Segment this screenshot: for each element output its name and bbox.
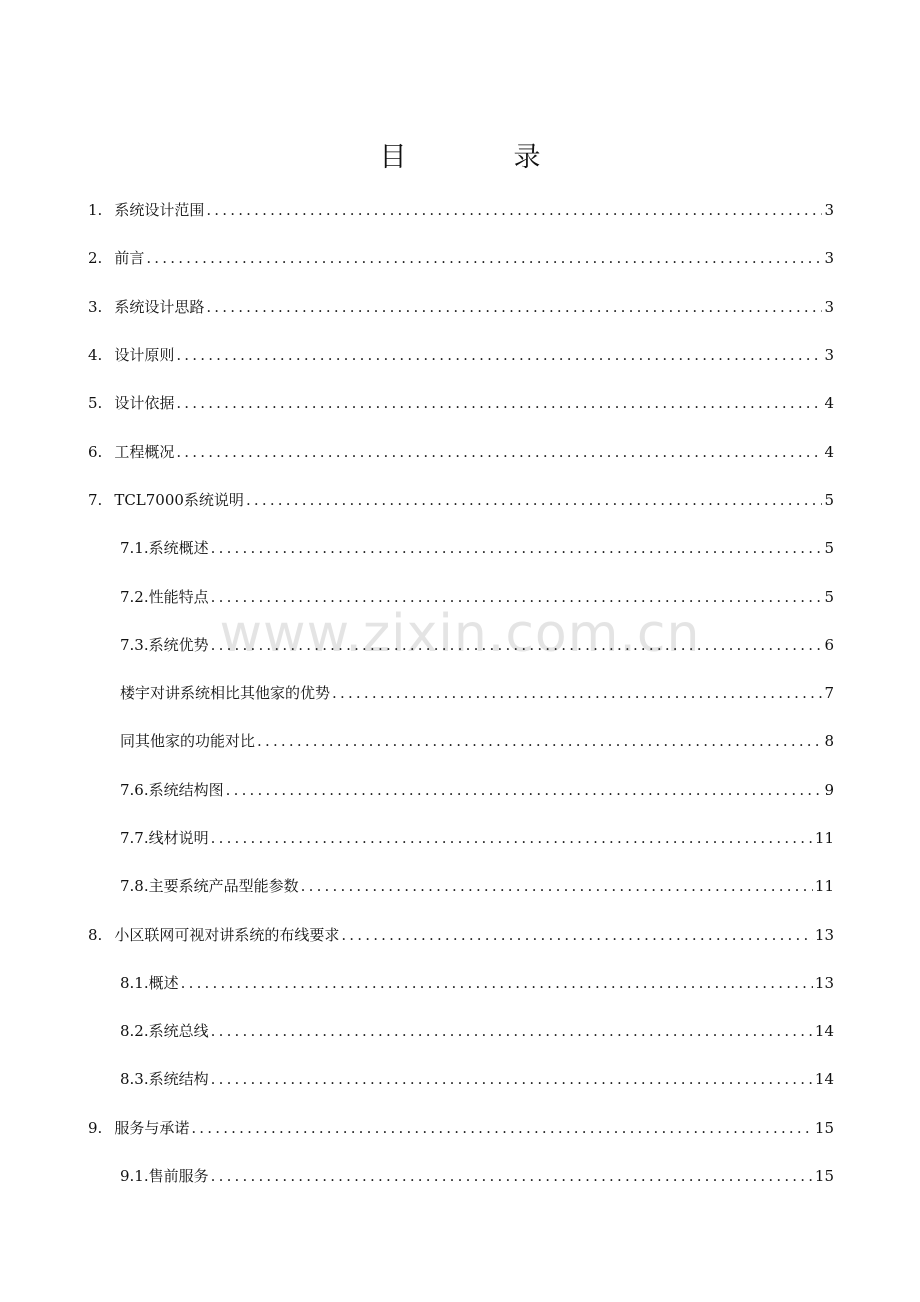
toc-entry-page-number: 5 <box>824 587 834 606</box>
toc-entry-page-number: 4 <box>824 442 834 461</box>
toc-entry-line <box>120 876 834 896</box>
toc-entry-number: 7.1. <box>120 539 149 558</box>
toc-dot-leader <box>176 393 822 413</box>
toc-entry-label: TCL7000系统说明 <box>114 490 244 509</box>
toc-entry-page-number: 15 <box>814 1118 834 1137</box>
toc-entry-line <box>120 683 834 703</box>
toc-entry-page-number: 3 <box>824 297 834 316</box>
toc-entry[interactable] <box>0 862 920 910</box>
toc-entry-number: 7.6. <box>120 780 149 799</box>
toc-entry-label: 系统结构图 <box>148 780 224 799</box>
toc-entry-number: 7. <box>88 490 103 509</box>
toc-entry-page-number: 14 <box>814 1070 834 1089</box>
toc-entry-number: 7.7. <box>120 829 149 847</box>
toc-entry-page-number: 5 <box>824 490 834 509</box>
toc-dot-leader <box>301 876 813 896</box>
toc-entry-line <box>88 1118 834 1138</box>
toc-entry-label: 设计原则 <box>114 346 175 365</box>
toc-dot-leader <box>176 345 822 365</box>
toc-entry[interactable] <box>0 669 920 717</box>
toc-entry-label: 设计依据 <box>114 394 175 413</box>
toc-entry-label: 系统优势 <box>148 635 209 654</box>
toc-entry-label: 售前服务 <box>148 1167 209 1186</box>
toc-entry-page-number: 3 <box>824 346 834 365</box>
toc-entry-line <box>120 1021 834 1041</box>
toc-entry-page-number: 9 <box>824 780 834 799</box>
toc-entry-line <box>120 731 834 751</box>
toc-entry-label: 服务与承诺 <box>114 1118 190 1137</box>
toc-dot-leader <box>146 248 822 268</box>
toc-entry-page-number: 11 <box>814 877 834 896</box>
toc-entry-page-number: 3 <box>824 201 834 220</box>
toc-entry-number: 7.2. <box>120 587 149 606</box>
toc-entry[interactable] <box>0 1055 920 1103</box>
toc-entry-line <box>88 490 834 510</box>
toc-entry-label: 系统设计范围 <box>114 201 205 220</box>
toc-entry[interactable] <box>0 476 920 524</box>
toc-entry-label: 小区联网可视对讲系统的布线要求 <box>114 925 340 944</box>
toc-entry-label: 线材说明 <box>148 829 209 847</box>
toc-entry-page-number: 5 <box>824 539 834 558</box>
toc-entry-line <box>88 925 834 945</box>
toc-entry-number: 9.1. <box>120 1167 149 1186</box>
toc-entry-line <box>88 393 834 413</box>
toc-entry[interactable] <box>0 621 920 669</box>
toc-entry-line <box>88 297 834 317</box>
toc-entry-line <box>120 780 834 800</box>
toc-entry-page-number: 15 <box>814 1167 834 1186</box>
toc-entry-page-number: 8 <box>824 732 834 751</box>
toc-entry-number: 7.8. <box>120 877 149 896</box>
toc-entry-label: 系统总线 <box>148 1022 209 1041</box>
toc-entry-label: 前言 <box>114 249 145 268</box>
toc-dot-leader <box>257 731 822 751</box>
toc-entry-line <box>88 200 834 220</box>
toc-entry-number: 3. <box>88 297 103 316</box>
toc-entry-number: 9. <box>88 1118 103 1137</box>
toc-entry-page-number: 13 <box>814 925 834 944</box>
toc-dot-leader <box>211 538 823 558</box>
toc-entry-label: 工程概况 <box>114 442 175 461</box>
toc-entry[interactable] <box>0 1152 920 1200</box>
toc-entry-number: 8.2. <box>120 1022 149 1041</box>
toc-entry[interactable] <box>0 910 920 958</box>
toc-entry-page-number: 7 <box>824 684 834 703</box>
toc-dot-leader <box>211 1166 813 1186</box>
toc-entry-line <box>120 1166 834 1186</box>
toc-entry[interactable] <box>0 814 920 862</box>
toc-entry-line <box>120 828 834 848</box>
toc-entry[interactable] <box>0 959 920 1007</box>
toc-entry-label: 主要系统产品型能参数 <box>148 877 299 896</box>
toc-entry[interactable] <box>0 524 920 572</box>
toc-entry-number: 2. <box>88 249 103 268</box>
toc-entry-number: 8.1. <box>120 973 149 992</box>
toc-entry-number: 4. <box>88 346 103 365</box>
toc-entry[interactable] <box>0 766 920 814</box>
watermark: www.zixin.com.cn <box>219 604 701 664</box>
toc-entry-number: 6. <box>88 442 103 461</box>
toc-dot-leader <box>211 1021 813 1041</box>
toc-entry-label: 同其他家的功能对比 <box>120 732 256 751</box>
toc-dot-leader <box>211 828 813 848</box>
toc-entry-line <box>120 635 834 655</box>
toc-entry[interactable] <box>0 1007 920 1055</box>
toc-entry-line <box>120 587 834 607</box>
page-title: 目 录 <box>379 142 581 173</box>
toc-entry-number: 8. <box>88 925 103 944</box>
toc-entry-page-number: 11 <box>814 829 834 847</box>
toc-dot-leader <box>332 683 822 703</box>
toc-entry-number: 5. <box>88 394 103 413</box>
toc-entry-label: 概述 <box>148 973 179 992</box>
toc-entry-line <box>120 973 834 993</box>
toc-entry[interactable] <box>0 379 920 427</box>
toc-entry-number: 7.3. <box>120 635 149 654</box>
toc-entry[interactable] <box>0 1104 920 1152</box>
toc-entry-page-number: 6 <box>824 635 834 654</box>
toc-entry-number: 8.3. <box>120 1070 149 1089</box>
toc-entry[interactable] <box>0 331 920 379</box>
toc-entry[interactable] <box>0 283 920 331</box>
toc-dot-leader <box>181 973 813 993</box>
toc-entry-line <box>120 538 834 558</box>
toc-entry-line <box>88 442 834 462</box>
toc-entry-label: 性能特点 <box>148 587 209 606</box>
toc-entry-line <box>120 1069 834 1089</box>
toc-entry[interactable] <box>0 717 920 765</box>
toc-entry-label: 系统结构 <box>148 1070 209 1089</box>
toc-dot-leader <box>211 587 823 607</box>
toc-dot-leader <box>226 780 823 800</box>
toc-entry[interactable] <box>0 572 920 620</box>
toc-entry-page-number: 13 <box>814 973 834 992</box>
toc-entry-label: 系统设计思路 <box>114 297 205 316</box>
toc-dot-leader <box>211 635 823 655</box>
toc-dot-leader <box>341 925 813 945</box>
toc-entry-label: 系统概述 <box>148 539 209 558</box>
table-of-contents <box>0 186 920 1200</box>
toc-entry-page-number: 14 <box>814 1022 834 1041</box>
toc-dot-leader <box>206 297 822 317</box>
toc-dot-leader <box>191 1118 813 1138</box>
toc-entry-number: 1. <box>88 201 103 220</box>
toc-entry[interactable] <box>0 427 920 475</box>
toc-dot-leader <box>176 442 822 462</box>
toc-entry-page-number: 4 <box>824 394 834 413</box>
toc-entry-page-number: 3 <box>824 249 834 268</box>
toc-dot-leader <box>211 1069 813 1089</box>
toc-entry-line <box>88 345 834 365</box>
toc-entry[interactable] <box>0 186 920 234</box>
toc-entry-label: 楼宇对讲系统相比其他家的优势 <box>120 684 331 703</box>
toc-dot-leader <box>206 200 822 220</box>
toc-entry-line <box>88 248 834 268</box>
toc-dot-leader <box>246 490 823 510</box>
toc-entry[interactable] <box>0 234 920 282</box>
